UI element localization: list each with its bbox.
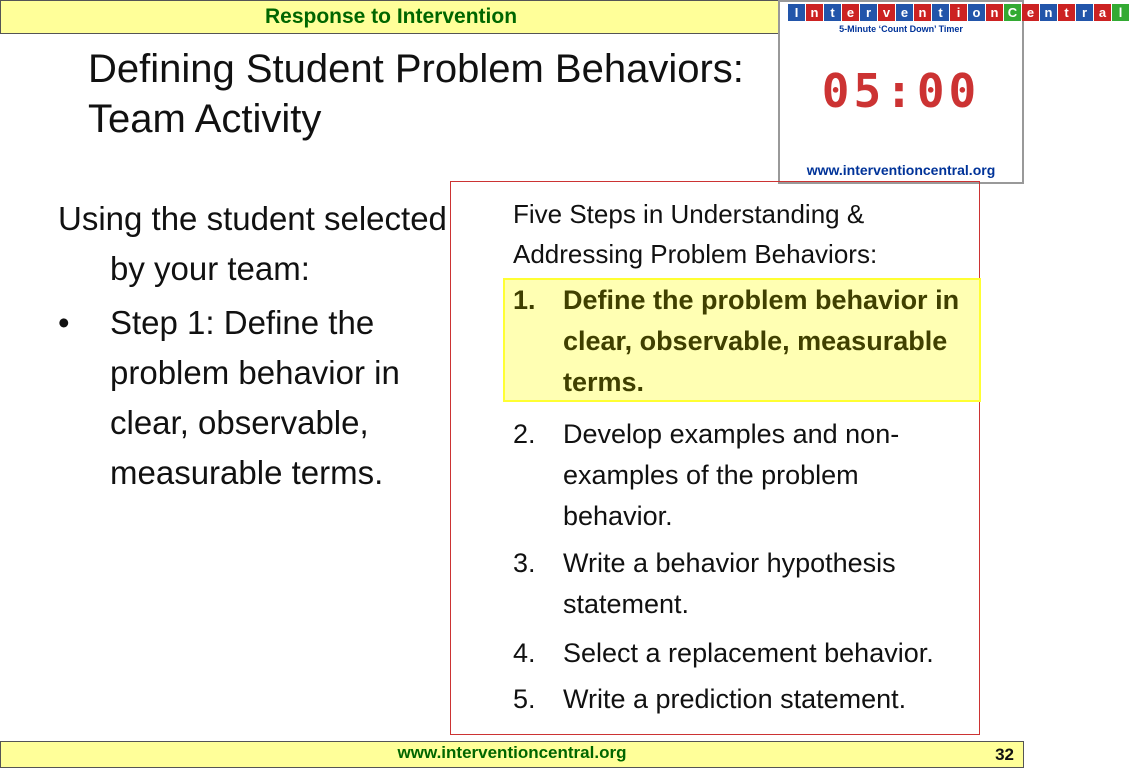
logo-letter-tile: C <box>1004 4 1021 21</box>
step-text: Define the problem behavior in clear, observable, measurable terms. <box>563 285 960 397</box>
timer-subtitle: 5-Minute ‘Count Down’ Timer <box>839 24 963 34</box>
step-number: 3. <box>513 548 536 578</box>
step-text: Develop examples and non-examples of the problem behavior. <box>563 419 900 531</box>
bullet-item <box>58 298 448 498</box>
step-number: 1. <box>513 285 536 315</box>
logo-letter-tile: e <box>842 4 859 21</box>
step-text: Write a prediction statement. <box>563 684 907 714</box>
logo-letter-tile: n <box>914 4 931 21</box>
timer-url-link[interactable]: www.interventioncentral.org <box>806 162 996 178</box>
step-1-highlighted <box>503 278 981 402</box>
step-2 <box>513 414 953 537</box>
countdown-timer-widget[interactable] <box>778 0 1123 184</box>
logo-letter-tile: e <box>1022 4 1039 21</box>
page-number: 32 <box>995 745 1014 764</box>
step-5 <box>513 679 953 720</box>
header-banner <box>0 0 782 34</box>
logo-letter-tile: r <box>1076 4 1093 21</box>
logo-letter-tile: n <box>1040 4 1057 21</box>
intro-line1: Using the student selected <box>58 200 447 237</box>
footer-url[interactable]: www.interventioncentral.org <box>397 743 627 762</box>
slide-title-line1: Defining Student Problem Behaviors: <box>88 47 744 91</box>
timer-display: 05:00 <box>821 64 981 118</box>
logo-letter-tile: v <box>878 4 895 21</box>
logo-letter-tile: e <box>896 4 913 21</box>
bullet-icon: • <box>58 304 70 341</box>
intervention-central-logo <box>788 4 1129 21</box>
logo-letter-tile: I <box>788 4 805 21</box>
bullet-text: Step 1: Define the problem behavior in clear, observable, measurable terms. <box>110 304 400 491</box>
intro-line2: by your team: <box>110 250 310 287</box>
logo-letter-tile: t <box>824 4 841 21</box>
logo-letter-tile: n <box>806 4 823 21</box>
logo-letter-tile: n <box>986 4 1003 21</box>
logo-letter-tile: r <box>860 4 877 21</box>
step-3 <box>513 543 953 625</box>
logo-letter-tile: t <box>1058 4 1075 21</box>
step-number: 4. <box>513 638 536 668</box>
logo-letter-tile: l <box>1112 4 1129 21</box>
steps-panel <box>450 181 980 735</box>
step-4 <box>513 633 953 674</box>
logo-letter-tile: o <box>968 4 985 21</box>
slide-title-line2: Team Activity <box>88 97 322 141</box>
step-number: 2. <box>513 419 536 449</box>
step-text: Write a behavior hypothesis statement. <box>563 548 896 619</box>
slide-title <box>88 44 788 144</box>
banner-title: Response to Intervention <box>264 5 518 28</box>
logo-letter-tile: t <box>932 4 949 21</box>
logo-letter-tile: i <box>950 4 967 21</box>
steps-heading: Five Steps in Understanding & Addressing Problem Behaviors: <box>513 199 878 269</box>
logo-letter-tile: a <box>1094 4 1111 21</box>
activity-instructions <box>58 194 448 498</box>
step-text: Select a replacement behavior. <box>563 638 934 668</box>
step-number: 5. <box>513 684 536 714</box>
